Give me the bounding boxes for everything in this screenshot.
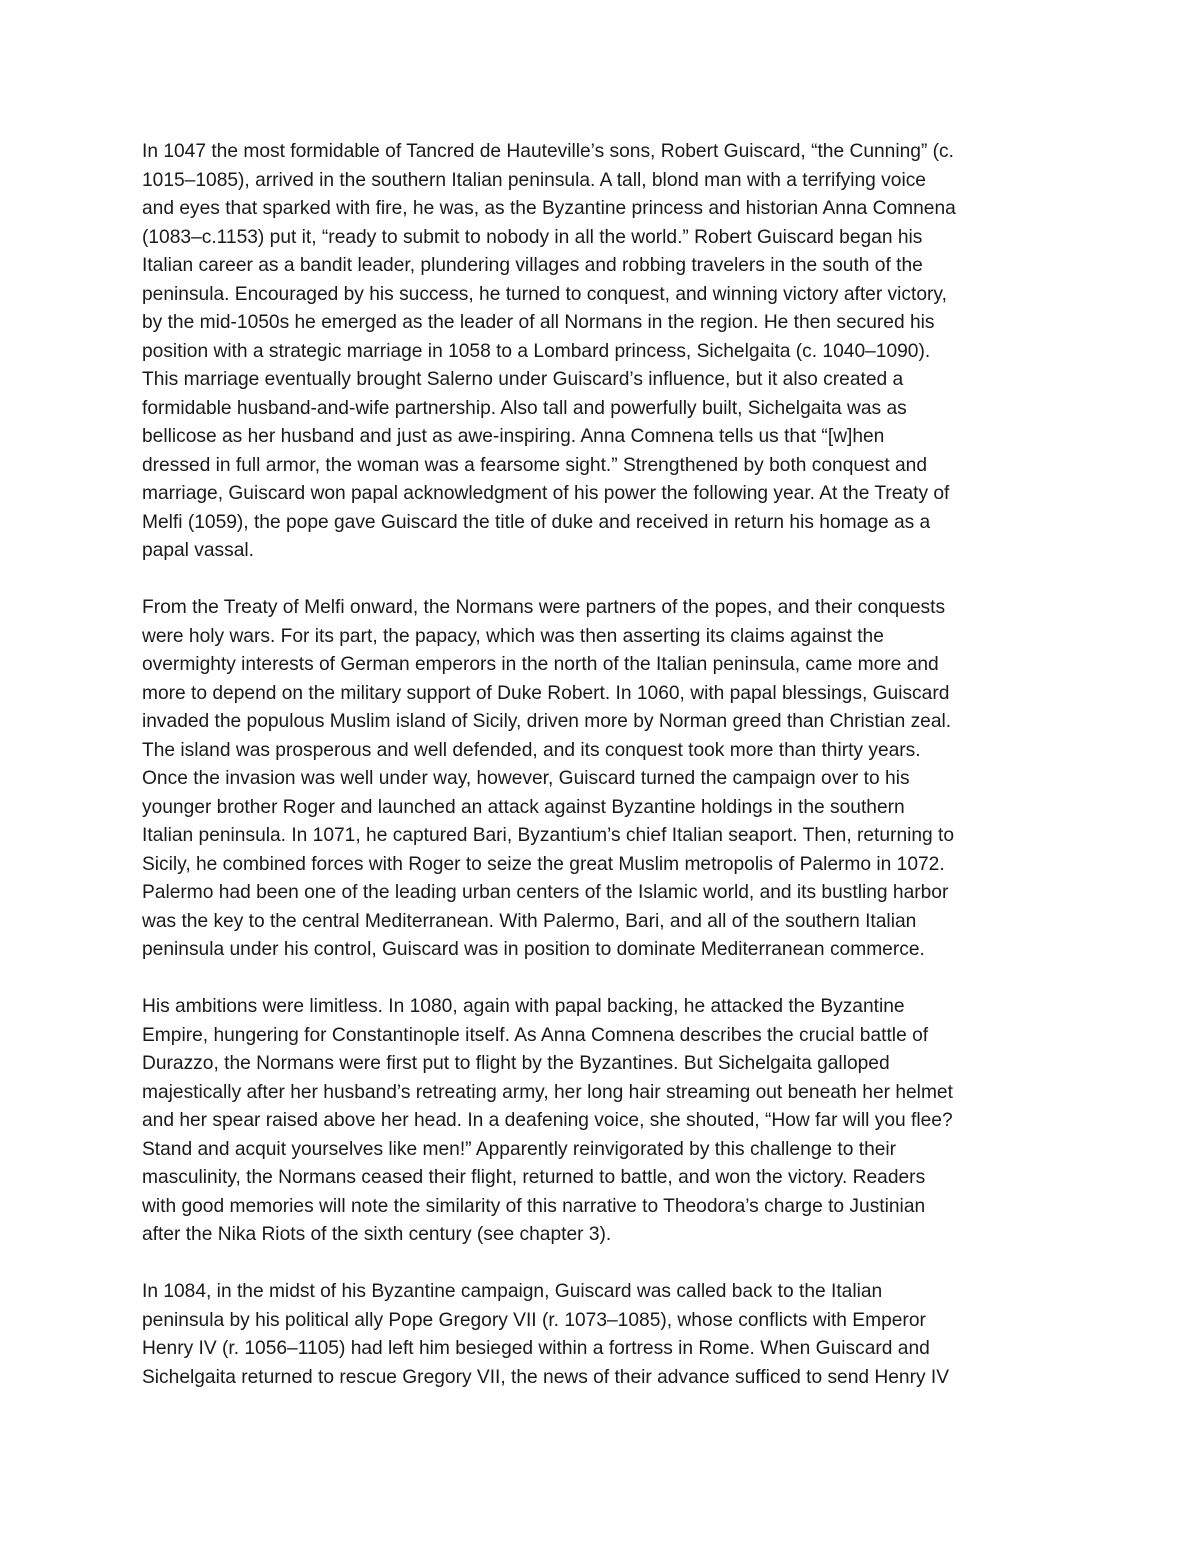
text-line: This marriage eventually brought Salerno under Guiscard’s influence, but it also created a xyxy=(142,369,904,390)
text-line: more to depend on the military support of Duke Robert. In 1060, with papal blessings, Guiscard xyxy=(142,682,950,704)
text-line: In 1047 the most formidable of Tancred de Hauteville’s sons, Robert Guiscard, “the Cunning” (c. xyxy=(142,141,954,162)
paragraph-3 xyxy=(142,993,1062,1250)
text-line: Once the invasion was well under way, however, Guiscard turned the campaign over to his xyxy=(142,768,910,789)
text-line: The island was prosperous and well defended, and its conquest took more than thirty years. xyxy=(142,739,921,761)
text-line: Henry IV (r. 1056–1105) had left him besieged within a fortress in Rome. When Guiscard and xyxy=(142,1338,930,1359)
text-line: Durazzo, the Normans were first put to flight by the Byzantines. But Sichelgaita galloped xyxy=(142,1053,890,1074)
text-line: and eyes that sparked with fire, he was, as the Byzantine princess and historian Anna Comnena xyxy=(142,198,956,219)
text-line: were holy wars. For its part, the papacy, which was then asserting its claims against the xyxy=(142,625,884,647)
text-line: Palermo had been one of the leading urban centers of the Islamic world, and its bustling harbor xyxy=(142,882,949,903)
text-line: formidable husband-and-wife partnership. Also tall and powerfully built, Sichelgaita was as xyxy=(142,397,907,419)
paragraph-1 xyxy=(142,138,1062,566)
text-line: (1083–c.1153) put it, “ready to submit to nobody in all the world.” Robert Guiscard began his xyxy=(142,226,923,248)
text-line: masculinity, the Normans ceased their flight, returned to battle, and won the victory. Readers xyxy=(142,1167,926,1188)
text-line: position with a strategic marriage in 1058 to a Lombard princess, Sichelgaita (c. 1040–1090). xyxy=(142,340,931,362)
text-line: peninsula by his political ally Pope Gregory VII (r. 1073–1085), whose conflicts with Emperor xyxy=(142,1309,926,1331)
text-line: Sicily, he combined forces with Roger to seize the great Muslim metropolis of Palermo in 1072. xyxy=(142,853,945,875)
text-line: by the mid-1050s he emerged as the leader of all Normans in the region. He then secured his xyxy=(142,312,935,333)
document-body xyxy=(142,138,1062,1392)
text-line: From the Treaty of Melfi onward, the Normans were partners of the popes, and their conquests xyxy=(142,597,946,618)
text-line: invaded the populous Muslim island of Sicily, driven more by Norman greed than Christian zeal. xyxy=(142,711,952,732)
text-line: His ambitions were limitless. In 1080, again with papal backing, he attacked the Byzantine xyxy=(142,996,905,1017)
text-line: with good memories will note the similarity of this narrative to Theodora’s charge to Justinian xyxy=(142,1195,926,1217)
paragraph-2 xyxy=(142,594,1062,965)
text-line: dressed in full armor, the woman was a fearsome sight.” Strengthened by both conquest and xyxy=(142,454,928,476)
text-line: was the key to the central Mediterranean. With Palermo, Bari, and all of the southern Italian xyxy=(142,910,917,932)
text-line: overmighty interests of German emperors in the north of the Italian peninsula, came more and xyxy=(142,654,939,675)
text-line: Empire, hungering for Constantinople itself. As Anna Comnena describes the crucial battle of xyxy=(142,1024,929,1046)
text-line: younger brother Roger and launched an attack against Byzantine holdings in the southern xyxy=(142,796,905,818)
text-line: papal vassal. xyxy=(142,540,254,561)
text-line: Stand and acquit yourselves like men!” Apparently reinvigorated by this challenge to their xyxy=(142,1138,897,1160)
text-line: Sichelgaita returned to rescue Gregory VII, the news of their advance sufficed to send Henry IV xyxy=(142,1366,950,1388)
paragraph-4 xyxy=(142,1278,1062,1392)
text-line: marriage, Guiscard won papal acknowledgment of his power the following year. At the Treaty of xyxy=(142,483,950,504)
text-line: Italian career as a bandit leader, plundering villages and robbing travelers in the south of the xyxy=(142,255,923,276)
text-line: 1015–1085), arrived in the southern Italian peninsula. A tall, blond man with a terrifying voice xyxy=(142,169,926,191)
text-line: In 1084, in the midst of his Byzantine campaign, Guiscard was called back to the Italian xyxy=(142,1281,883,1302)
text-line: Italian peninsula. In 1071, he captured Bari, Byzantium’s chief Italian seaport. Then, returning to xyxy=(142,825,955,846)
text-line: peninsula. Encouraged by his success, he turned to conquest, and winning victory after victory, xyxy=(142,283,947,305)
text-line: after the Nika Riots of the sixth century (see chapter 3). xyxy=(142,1224,612,1245)
text-line: peninsula under his control, Guiscard was in position to dominate Mediterranean commerce. xyxy=(142,939,925,960)
text-line: and her spear raised above her head. In a deafening voice, she shouted, “How far will you flee? xyxy=(142,1110,953,1131)
text-line: Melfi (1059), the pope gave Guiscard the title of duke and received in return his homage as a xyxy=(142,511,931,533)
text-line: majestically after her husband’s retreating army, her long hair streaming out beneath her helmet xyxy=(142,1081,953,1103)
text-line: bellicose as her husband and just as awe-inspiring. Anna Comnena tells us that “[w]hen xyxy=(142,426,885,447)
